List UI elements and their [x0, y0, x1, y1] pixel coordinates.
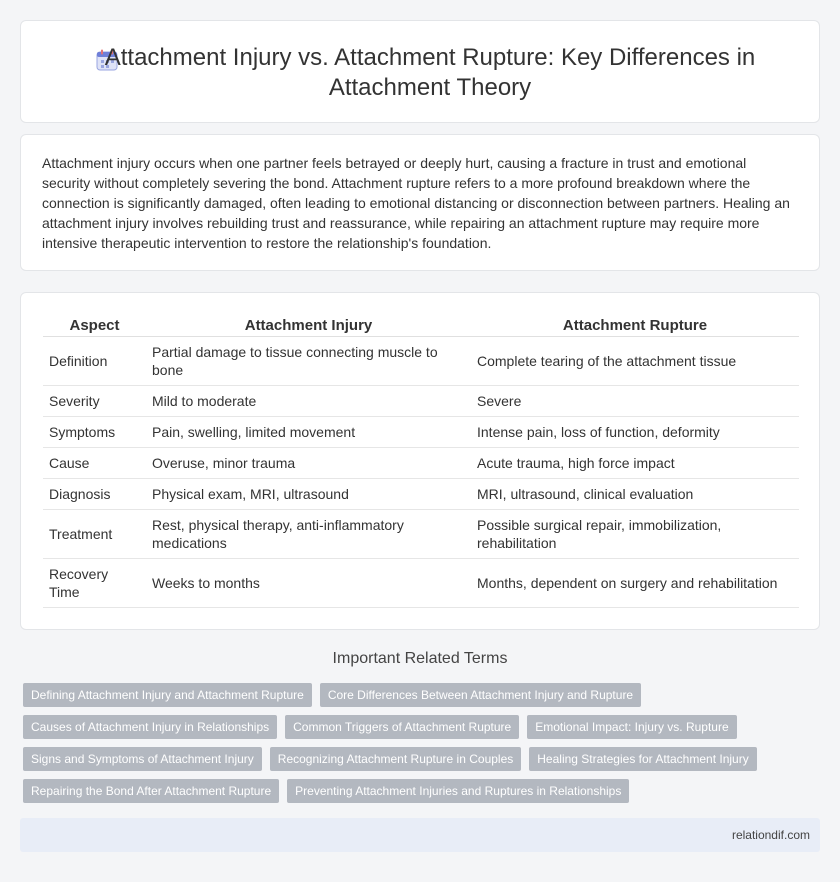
- related-term-tag[interactable]: Signs and Symptoms of Attachment Injury: [23, 747, 262, 771]
- cell-rupture: Possible surgical repair, immobilization, rehabilitation: [471, 510, 799, 559]
- cell-rupture: Months, dependent on surgery and rehabilitation: [471, 559, 799, 608]
- page-title: Attachment Injury vs. Attachment Rupture: Key Differences in Attachment Theory: [104, 44, 756, 101]
- footer-site-link[interactable]: relationdif.com: [731, 828, 810, 842]
- header-attachment-injury: Attachment Injury: [146, 311, 471, 337]
- related-term-tag[interactable]: Preventing Attachment Injuries and Ruptures in Relationships: [287, 779, 629, 803]
- cell-injury: Mild to moderate: [146, 386, 471, 417]
- cell-injury: Partial damage to tissue connecting muscle to bone: [146, 337, 471, 386]
- cell-injury: Weeks to months: [146, 559, 471, 608]
- cell-injury: Rest, physical therapy, anti-inflammatory medications: [146, 510, 471, 559]
- related-term-tag[interactable]: Common Triggers of Attachment Rupture: [285, 715, 519, 739]
- cell-aspect: Severity: [43, 386, 146, 417]
- table-row: [43, 386, 799, 417]
- related-terms-list: [23, 683, 823, 811]
- cell-rupture: Intense pain, loss of function, deformity: [471, 417, 799, 448]
- intro-text: Attachment injury occurs when one partner feels betrayed or deeply hurt, causing a fracture in trust and emotional security without completely severing the bond. Attachment rupture refers to a more profound breakdown where the connection is significantly damaged, often leading to emotional distancing or disconnection between partners. Healing an attachment injury involves rebuilding trust and reassurance, while repairing an attachment rupture may require more intensive therapeutic intervention to restore the relationship's foundation.: [42, 155, 790, 251]
- comparison-table: [43, 311, 799, 608]
- related-term-tag[interactable]: Defining Attachment Injury and Attachment Rupture: [23, 683, 312, 707]
- related-term-tag[interactable]: Recognizing Attachment Rupture in Couples: [270, 747, 521, 771]
- related-term-tag[interactable]: Healing Strategies for Attachment Injury: [529, 747, 756, 771]
- header-card: [20, 20, 820, 123]
- cell-aspect: Recovery Time: [43, 559, 146, 608]
- cell-injury: Pain, swelling, limited movement: [146, 417, 471, 448]
- table-row: [43, 510, 799, 559]
- cell-aspect: Definition: [43, 337, 146, 386]
- cell-aspect: Treatment: [43, 510, 146, 559]
- cell-rupture: Acute trauma, high force impact: [471, 448, 799, 479]
- intro-card: [20, 134, 820, 271]
- table-row: [43, 337, 799, 386]
- table-row: [43, 559, 799, 608]
- cell-aspect: Diagnosis: [43, 479, 146, 510]
- header-aspect: Aspect: [43, 311, 146, 337]
- cell-rupture: Complete tearing of the attachment tissue: [471, 337, 799, 386]
- comparison-card: [20, 292, 820, 630]
- cell-aspect: Cause: [43, 448, 146, 479]
- related-terms-title: Important Related Terms: [332, 650, 508, 667]
- cell-rupture: Severe: [471, 386, 799, 417]
- cell-injury: Physical exam, MRI, ultrasound: [146, 479, 471, 510]
- related-term-tag[interactable]: Causes of Attachment Injury in Relationships: [23, 715, 277, 739]
- related-term-tag[interactable]: Core Differences Between Attachment Injury and Rupture: [320, 683, 641, 707]
- header-attachment-rupture: Attachment Rupture: [471, 311, 799, 337]
- table-row: [43, 448, 799, 479]
- table-header-row: [43, 311, 799, 337]
- cell-rupture: MRI, ultrasound, clinical evaluation: [471, 479, 799, 510]
- related-term-tag[interactable]: Emotional Impact: Injury vs. Rupture: [527, 715, 736, 739]
- cell-injury: Overuse, minor trauma: [146, 448, 471, 479]
- cell-aspect: Symptoms: [43, 417, 146, 448]
- table-row: [43, 417, 799, 448]
- related-term-tag[interactable]: Repairing the Bond After Attachment Rupture: [23, 779, 279, 803]
- footer: [20, 818, 820, 852]
- table-row: [43, 479, 799, 510]
